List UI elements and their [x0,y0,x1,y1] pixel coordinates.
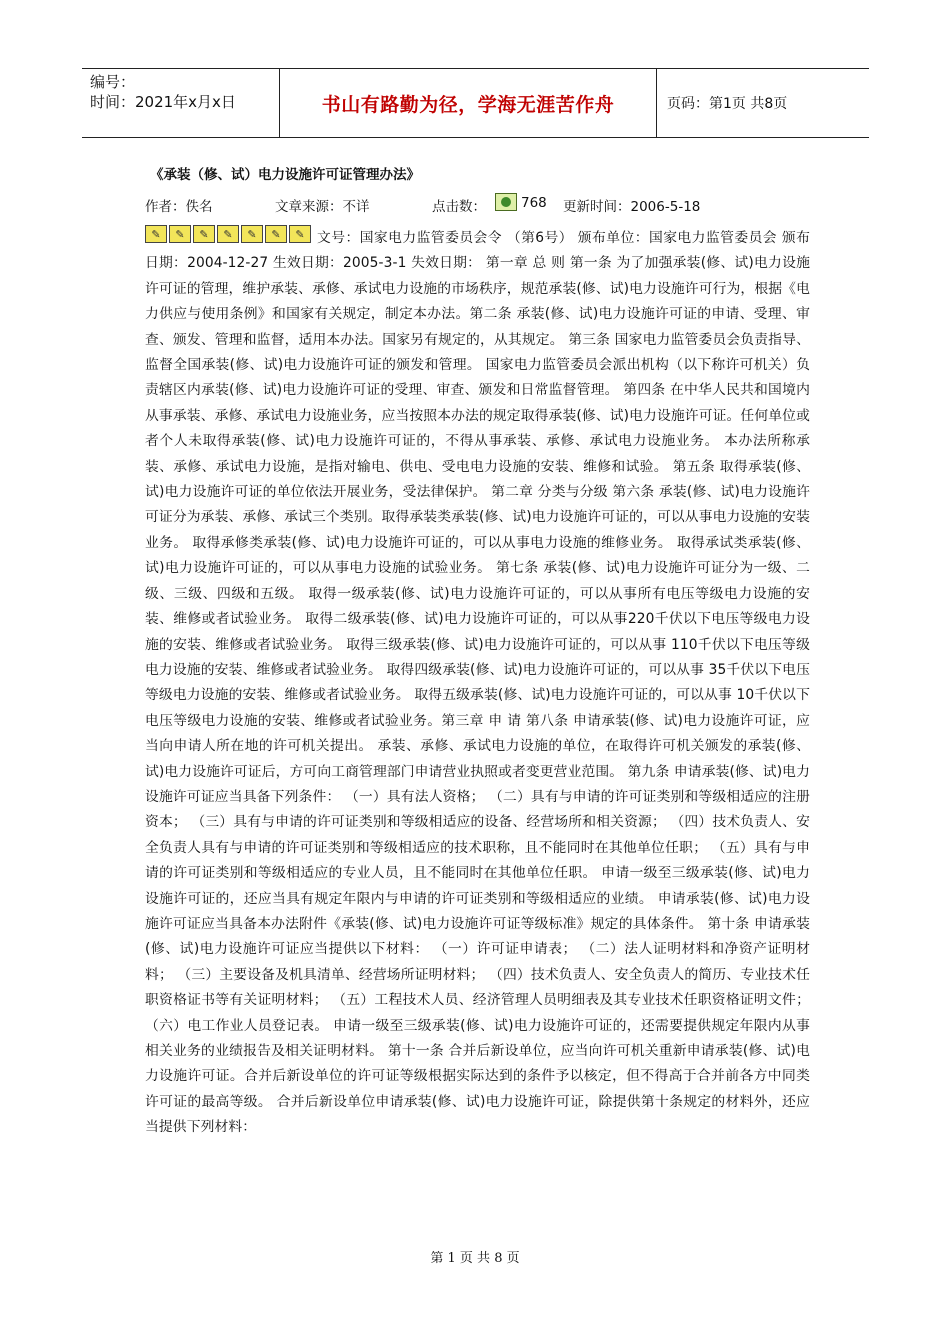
rating-star-icon: ✎ [241,225,263,243]
rating-star-icon: ✎ [289,225,311,243]
header-left-cell [82,69,280,137]
rating-star-icon: ✎ [145,225,167,243]
clicks-icon [495,193,517,211]
time-label: 时间：2021年x月x日 [90,93,236,111]
motto: 书山有路勤为径，学海无涯苦作舟 [280,69,657,137]
page-footer: 第 1 页 共 8 页 [430,1251,520,1266]
article-meta [145,193,825,215]
document-title: 《承装（修、试）电力设施许可证管理办法》 [150,167,420,183]
updated-label: 更新时间：2006-5-18 [563,199,701,215]
rating-star-icon: ✎ [217,225,239,243]
number-label: 编号： [90,73,136,91]
clicks-label: 点击数： [432,199,486,215]
author-label: 作者：佚名 [145,199,213,215]
rating-star-icon: ✎ [265,225,287,243]
page-info: 页码：第1页 共8页 [667,96,788,112]
clicks-value: 768 [521,195,547,211]
rating-star-icon: ✎ [169,225,191,243]
header-table [82,68,869,138]
article-body: 文号：国家电力监管委员会令 （第6号） 颁布单位：国家电力监管委员会 颁布日期：2004-12-27 生效日期：2005-3-1 失效日期： 第一章 总 则 第一条 为了加强承装(修、试)电力设施许可证的管理，维护承装、承修、承试电力设施的市场秩序，规范承装(修、试)电力设施许可行为，根据《电力供应与使用条例》和国家有关规定，制定本办法。第二条 承装(修、试)电力设施许可证的申请、受理、审查、颁发、管理和监督，适用本办法。国家另有规定的，从其规定。 第三条 国家电力监管委员会负责指导、监督全国承装(修、试)电力设施许可证的颁发和管理。 国家电力监管委员会派出机构（以下称许可机关）负责辖区内承装(修、试)电力设施许可证的受理、审查、颁发和日常监督管理。 第四条 在中华人民共和国境内从事承装、承修、承试电力设施业务，应当按照本办法的规定取得承装(修、试)电力设施许可证。任何单位或者个人未取得承装(修、试)电力设施许可证的，不得从事承装、承修、承试电力设施业务。 本办法所称承装、承修、承试电力设施，是指对输电、供电、受电电力设施的安装、维修和试验。 第五条 取得承装(修、试)电力设施许可证的单位依法开展业务，受法律保护。 第二章 分类与分级 第六条 承装(修、试)电力设施许可证分为承装、承修、承试三个类别。取得承装类承装(修、试)电力设施许可证的，可以从事电力设施的安装业务。 取得承修类承装(修、试)电力设施许可证的，可以从事电力设施的维修业务。 取得承试类承装(修、试)电力设施许可证的，可以从事电力设施的试验业务。 第七条 承装(修、试)电力设施许可证分为一级、二级、三级、四级和五级。 取得一级承装(修、试)电力设施许可证的，可以从事所有电压等级电力设施的安装、维修或者试验业务。 取得二级承装(修、试)电力设施许可证的，可以从事220千伏以下电压等级电力设施的安装、维修或者试验业务。 取得三级承装(修、试)电力设施许可证的，可以从事 110千伏以下电压等级电力设施的安装、维修或者试验业务。 取得四级承装(修、试)电力设施许可证的，可以从事 35千伏以下电压等级电力设施的安装、维修或者试验业务。 取得五级承装(修、试)电力设施许可证的，可以从事 10千伏以下电压等级电力设施的安装、维修或者试验业务。第三章 申 请 第八条 申请承装(修、试)电力设施许可证，应当向申请人所在地的许可机关提出。 承装、承修、承试电力设施的单位，在取得许可机关颁发的承装(修、试)电力设施许可证后，方可向工商管理部门申请营业执照或者变更营业范围。 第九条 申请承装(修、试)电力设施许可证应当具备下列条件： （一）具有法人资格； （二）具有与申请的许可证类别和等级相适应的注册资本； （三）具有与申请的许可证类别和等级相适应的设备、经营场所和相关资源； （四）技术负责人、安全负责人具有与申请的许可证类别和等级相适应的技术职称，且不能同时在其他单位任职； （五）具有与申请的许可证类别和等级相适应的专业人员，且不能同时在其他单位任职。 申请一级至三级承装(修、试)电力设施许可证的，还应当具有规定年限内与申请的许可证类别和等级相适应的业绩。 申请承装(修、试)电力设施许可证应当具备本办法附件《承装(修、试)电力设施许可证等级标准》规定的具体条件。 第十条 申请承装(修、试)电力设施许可证应当提供以下材料： （一）许可证申请表； （二）法人证明材料和净资产证明材料； （三）主要设备及机具清单、经营场所证明材料； （四）技术负责人、安全负责人的简历、专业技术任职资格证书等有关证明材料； （五）工程技术人员、经济管理人员明细表及其专业技术任职资格证明文件； （六）电工作业人员登记表。 申请一级至三级承装(修、试)电力设施许可证的，还需要提供规定年限内从事相关业务的业绩报告及相关证明材料。 第十一条 合并后新设单位，应当向许可机关重新申请承装(修、试)电力设施许可证。合并后新设单位的许可证等级根据实际达到的条件予以核定，但不得高于合并前各方中同类许可证的最高等级。 合并后新设单位申请承装(修、试)电力设施许可证，除提供第十条规定的材料外，还应当提供下列材料： [145,230,810,1136]
source-label: 文章来源：不详 [275,199,370,215]
rating-star-icon: ✎ [193,225,215,243]
